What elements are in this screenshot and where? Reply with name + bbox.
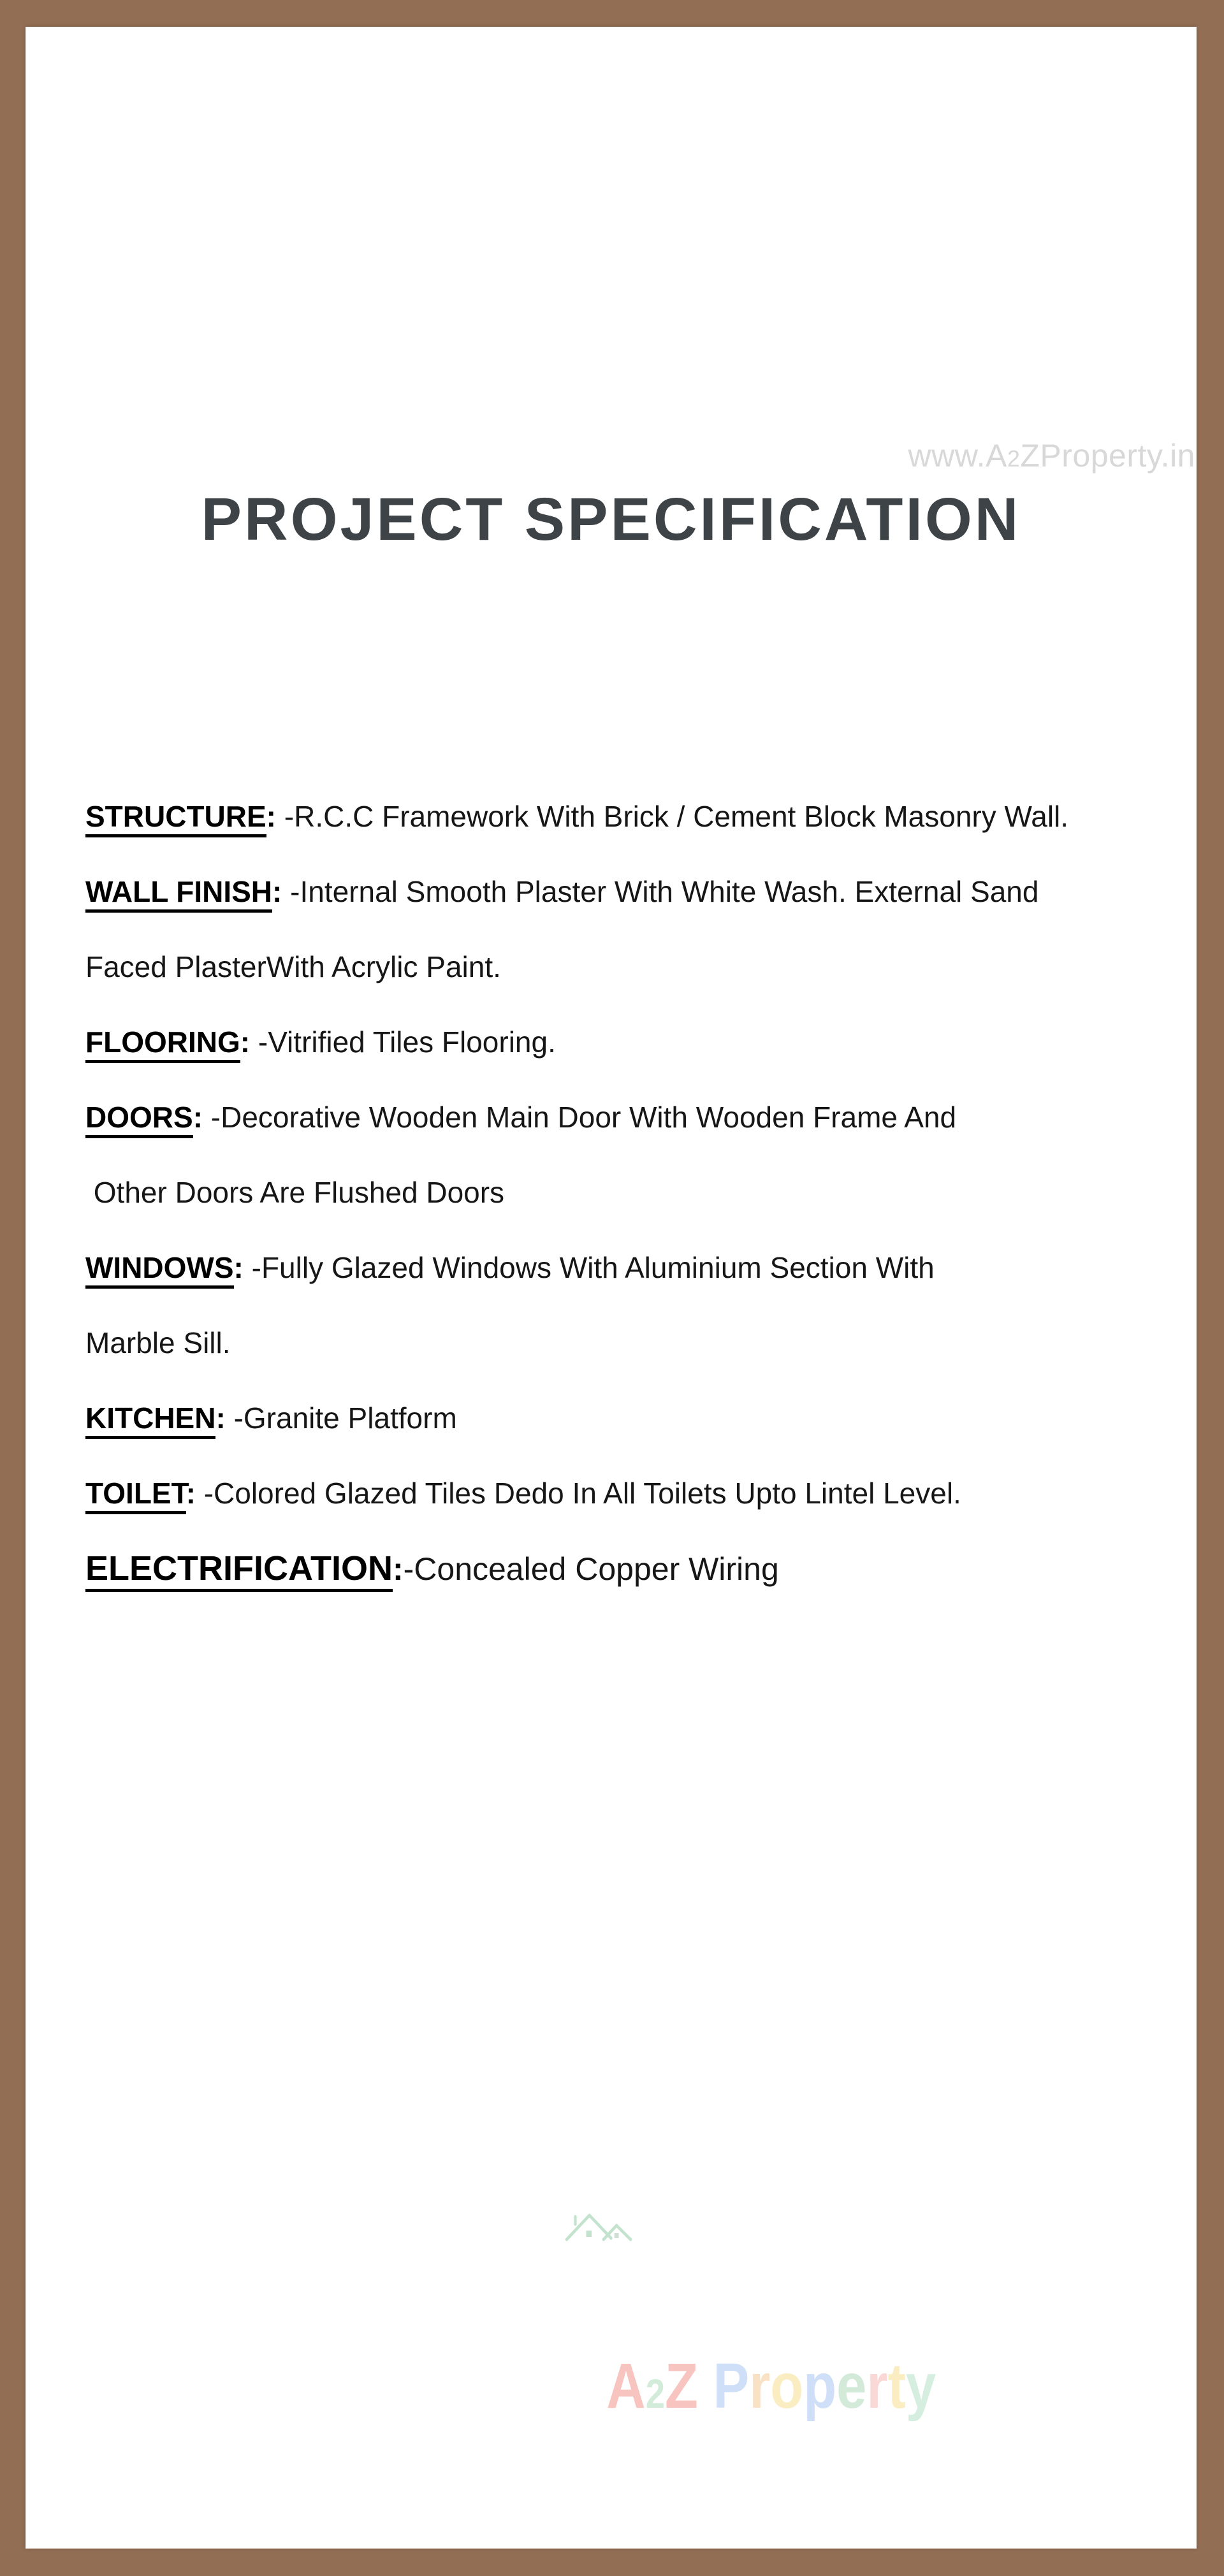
page-title: PROJECT SPECIFICATION [201, 486, 1021, 553]
document-page [26, 27, 1197, 2549]
spec-colon: : [266, 800, 284, 833]
spec-colon: : [392, 1551, 404, 1587]
spec-text: -Colored Glazed Tiles Dedo In All Toilets Upto Lintel Level. [203, 1477, 961, 1510]
spec-text: -Fully Glazed Windows With Aluminium Section With [251, 1251, 935, 1284]
spec-label: KITCHEN [85, 1401, 215, 1439]
spec-colon: : [240, 1025, 258, 1059]
spec-colon: : [186, 1477, 204, 1510]
spec-colon: : [272, 875, 291, 908]
spec-colon: : [215, 1401, 234, 1435]
watermark-suffix: ZProperty.in [1020, 438, 1195, 474]
spec-line [85, 779, 1195, 854]
spec-line [85, 854, 1195, 929]
spec-text: -Concealed Copper Wiring [403, 1551, 779, 1587]
spec-label: WALL FINISH [85, 875, 272, 913]
logo-letter: r [749, 2350, 771, 2422]
spec-label: DOORS [85, 1101, 193, 1138]
logo-letter: Z [664, 2350, 698, 2422]
logo-letter: r [866, 2350, 888, 2422]
logo-letter: o [770, 2350, 804, 2422]
logo-letter [698, 2350, 713, 2422]
website-watermark [908, 440, 1195, 472]
spec-line [85, 929, 1195, 1004]
watermark-sub-2: 2 [1007, 445, 1021, 472]
spec-text: Other Doors Are Flushed Doors [85, 1176, 505, 1209]
spec-label: ELECTRIFICATION [85, 1549, 393, 1592]
spec-list [85, 779, 1195, 1607]
logo-letter: t [887, 2350, 906, 2422]
spec-text: -Vitrified Tiles Flooring. [258, 1025, 556, 1059]
logo-letter: p [803, 2350, 837, 2422]
spec-label: WINDOWS [85, 1251, 234, 1289]
watermark-prefix: www.A [908, 438, 1007, 474]
spec-text: -R.C.C Framework With Brick / Cement Block Masonry Wall. [284, 800, 1069, 833]
logo-letters [606, 2350, 936, 2422]
logo-letter: A [606, 2350, 646, 2422]
a2z-property-logo [548, 2227, 936, 2482]
spec-line [85, 1531, 1195, 1607]
spec-line [85, 1380, 1195, 1456]
spec-colon: : [233, 1251, 252, 1284]
spec-text: Faced PlasterWith Acrylic Paint. [85, 950, 501, 983]
spec-text: -Decorative Wooden Main Door With Wooden Frame And [210, 1101, 957, 1134]
spec-colon: : [193, 1101, 211, 1134]
spec-label: FLOORING [85, 1025, 240, 1063]
logo-letter: e [836, 2350, 867, 2422]
spec-line [85, 1456, 1195, 1531]
house-roof-icon [564, 2210, 634, 2243]
spec-text: -Granite Platform [233, 1401, 457, 1435]
spec-label: TOILET [85, 1477, 186, 1514]
spec-line [85, 1004, 1195, 1080]
spec-line [85, 1305, 1195, 1380]
spec-text: Marble Sill. [85, 1326, 231, 1359]
logo-letter: y [905, 2350, 936, 2422]
spec-line [85, 1230, 1195, 1305]
spec-line [85, 1155, 1195, 1230]
spec-line [85, 1080, 1195, 1155]
logo-letter: P [713, 2350, 750, 2422]
spec-text: -Internal Smooth Plaster With White Wash. External Sand [290, 875, 1039, 908]
logo-letter: 2 [645, 2371, 665, 2417]
spec-label: STRUCTURE [85, 800, 266, 837]
